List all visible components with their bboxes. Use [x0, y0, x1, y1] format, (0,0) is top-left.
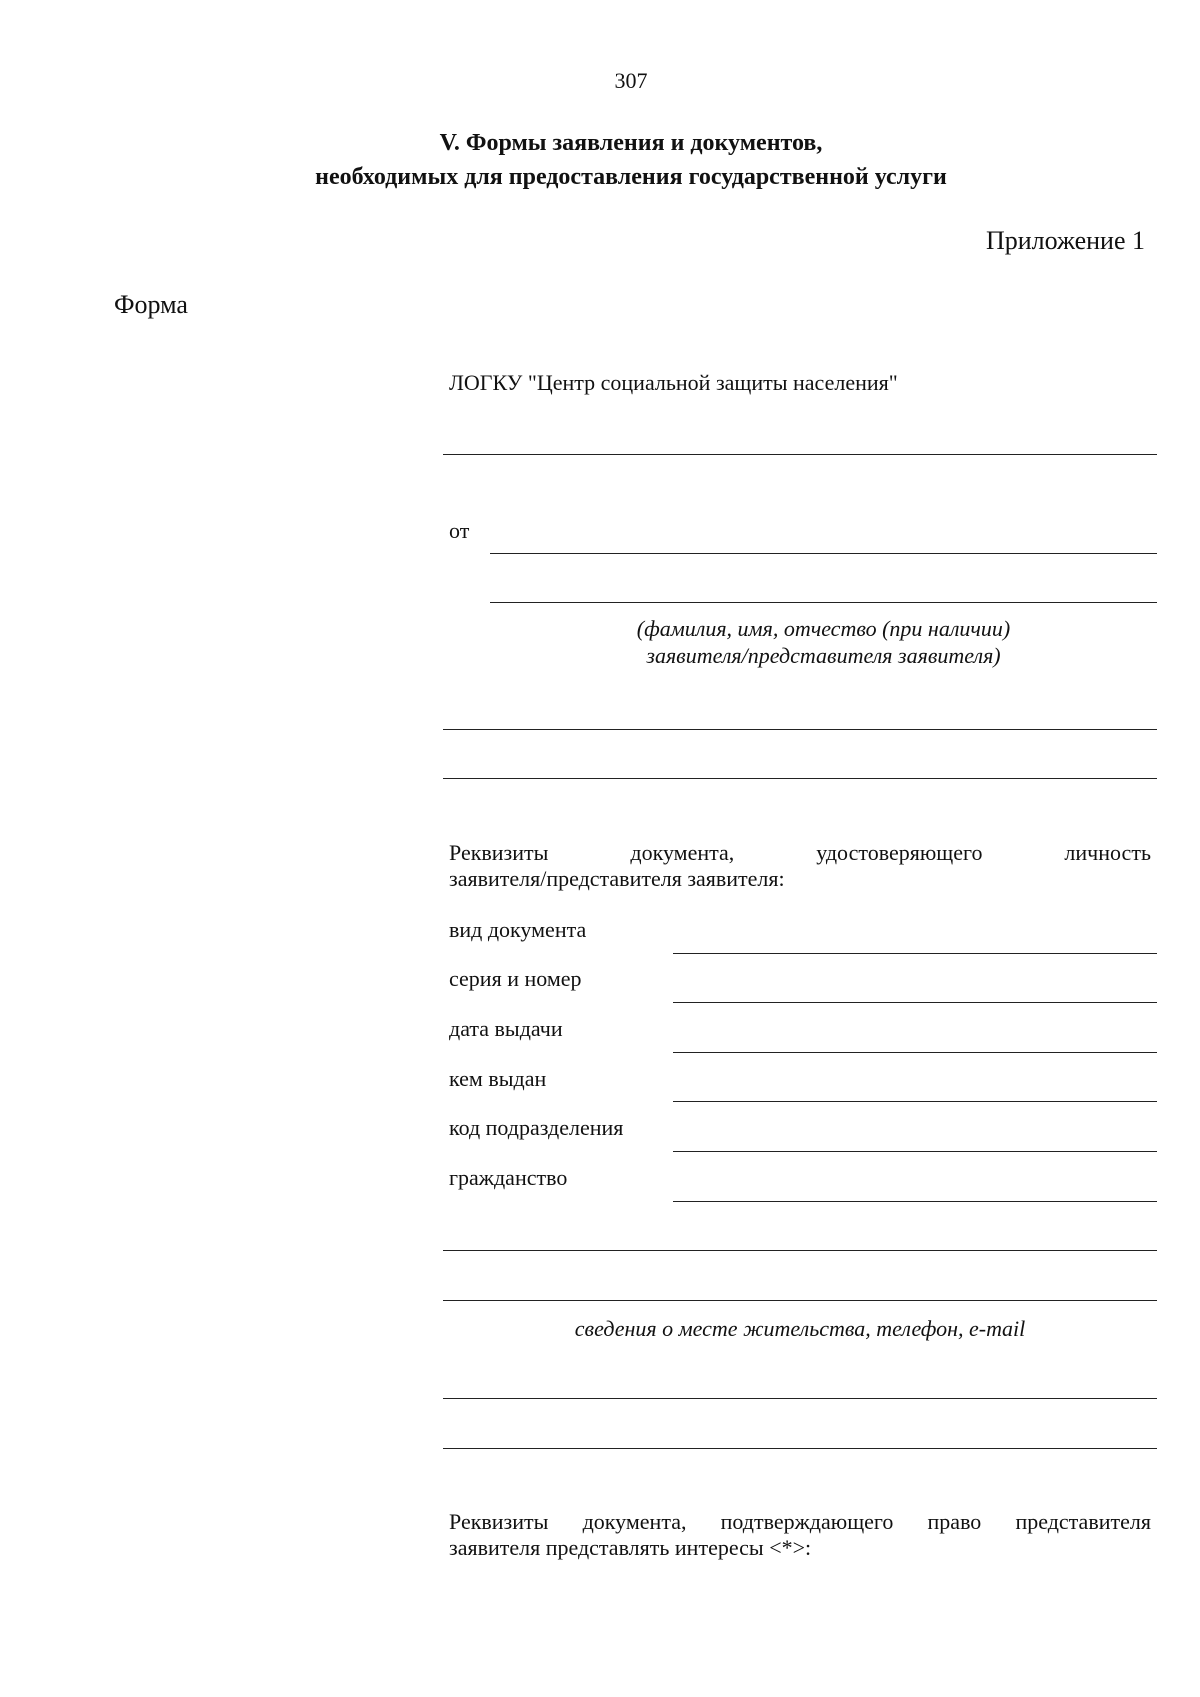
- rep-doc-heading-word: документа,: [582, 1509, 687, 1534]
- rep-doc-heading-line-1: [449, 1509, 1151, 1535]
- id-doc-heading-word: документа,: [630, 840, 735, 865]
- applicant-caption-line-2: заявителя/представителя заявителя): [646, 643, 1001, 668]
- field-label-doc-type: вид документа: [449, 917, 587, 942]
- id-doc-heading: [449, 840, 1151, 892]
- applicant-name-line-2[interactable]: [490, 602, 1157, 603]
- blank-line[interactable]: [443, 729, 1157, 730]
- section-heading: [0, 126, 1200, 194]
- field-label-issued-by: кем выдан: [449, 1066, 547, 1091]
- residence-line-4[interactable]: [443, 1448, 1157, 1449]
- form-label: Форма: [114, 290, 188, 319]
- residence-line-2[interactable]: [443, 1300, 1157, 1301]
- field-line-series-number[interactable]: [673, 1002, 1157, 1003]
- id-doc-heading-word: Реквизиты: [449, 840, 549, 865]
- applicant-caption-line-1: (фамилия, имя, отчество (при наличии): [636, 616, 1011, 641]
- field-line-division-code[interactable]: [673, 1151, 1157, 1152]
- rep-doc-heading-word: право: [927, 1509, 982, 1534]
- id-doc-heading-line-1: [449, 840, 1151, 866]
- field-label-citizenship: гражданство: [449, 1165, 568, 1190]
- applicant-caption: [490, 615, 1157, 669]
- section-heading-line-1: V. Формы заявления и документов,: [439, 130, 823, 156]
- id-doc-heading-line-2: заявителя/представителя заявителя:: [449, 866, 785, 891]
- appendix-label: Приложение 1: [985, 226, 1145, 255]
- field-line-issue-date[interactable]: [673, 1052, 1157, 1053]
- rep-doc-heading-word: представителя: [1015, 1509, 1151, 1534]
- field-label-issue-date: дата выдачи: [449, 1016, 563, 1041]
- field-line-citizenship[interactable]: [673, 1201, 1157, 1202]
- field-label-series-number: серия и номер: [449, 966, 582, 991]
- rep-doc-heading-word: подтверждающего: [720, 1509, 894, 1534]
- rep-doc-heading-word: Реквизиты: [449, 1509, 549, 1534]
- field-line-doc-type[interactable]: [673, 953, 1157, 954]
- recipient-blank-line[interactable]: [443, 454, 1157, 455]
- field-label-division-code: код подразделения: [449, 1115, 624, 1140]
- rep-doc-heading: [449, 1509, 1151, 1561]
- from-label: от: [449, 518, 470, 543]
- recipient-name: ЛОГКУ "Центр социальной защиты населения": [449, 370, 898, 395]
- blank-line[interactable]: [443, 778, 1157, 779]
- field-line-issued-by[interactable]: [673, 1101, 1157, 1102]
- id-doc-heading-word: удостоверяющего: [816, 840, 983, 865]
- residence-caption: сведения о месте жительства, телефон, e-mail: [574, 1316, 1026, 1341]
- page-number: 307: [614, 68, 648, 93]
- section-heading-line-2: необходимых для предоставления государственной услуги: [315, 164, 947, 190]
- residence-line-1[interactable]: [443, 1250, 1157, 1251]
- residence-line-3[interactable]: [443, 1398, 1157, 1399]
- applicant-name-line-1[interactable]: [490, 553, 1157, 554]
- id-doc-heading-word: личность: [1064, 840, 1151, 865]
- rep-doc-heading-line-2: заявителя представлять интересы <*>:: [449, 1535, 812, 1560]
